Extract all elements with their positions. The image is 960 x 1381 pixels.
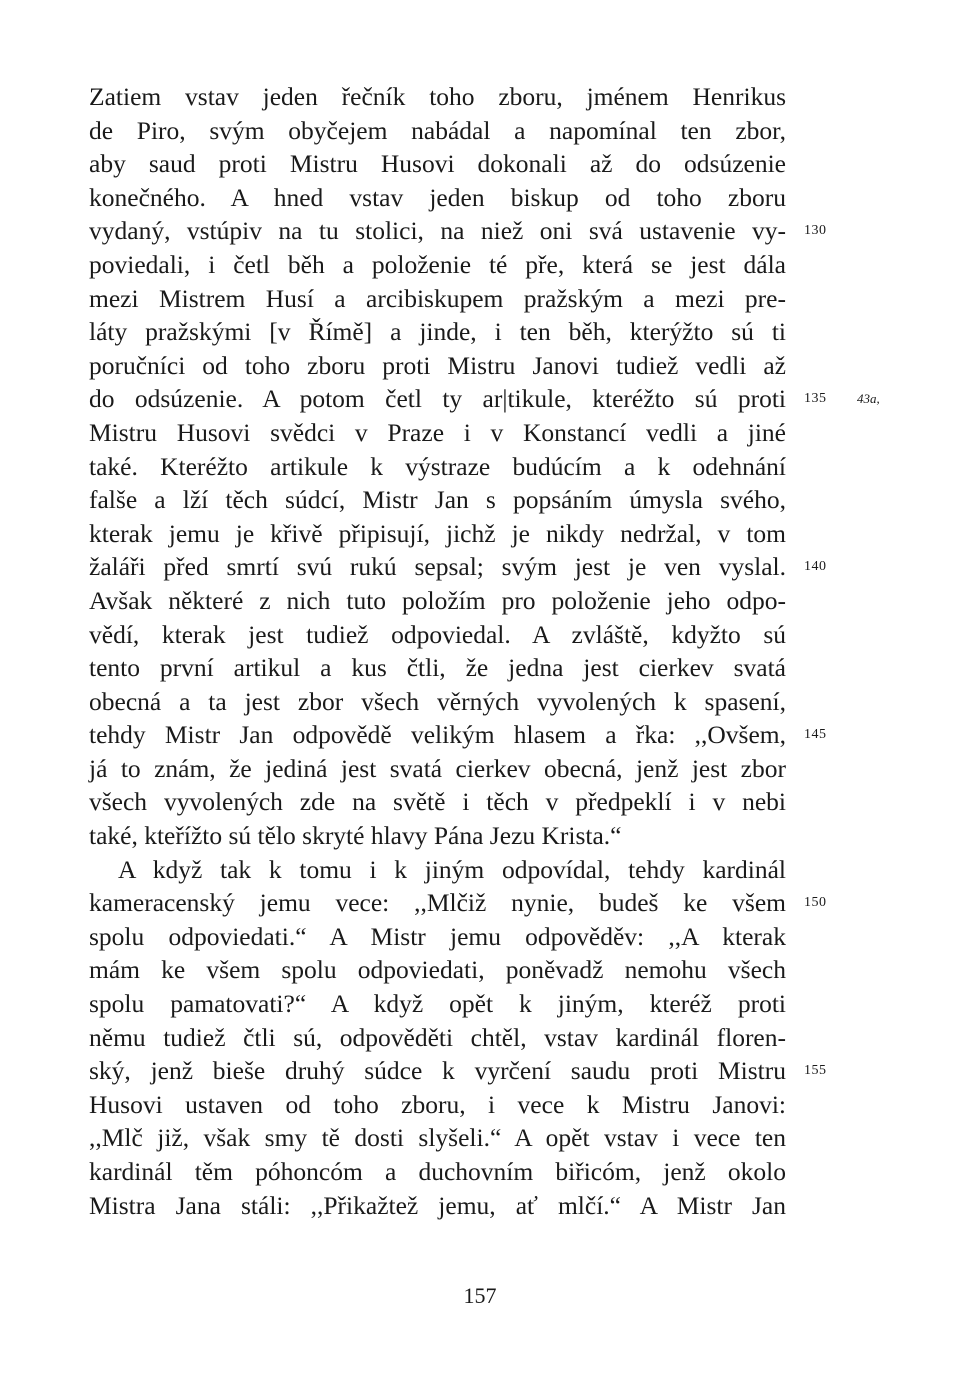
text-line-1-content: Zatiem vstav jeden řečník toho zboru, jménem Henrikus <box>89 82 786 111</box>
text-line-8-content: láty pražskými [v Římě] a jinde, i ten běh, kterýžto sú ti <box>89 317 786 347</box>
text-line-18 <box>89 651 786 685</box>
text-line-16-content: Avšak některé z nich tuto položím pro položenie jeho odpo- <box>89 585 786 615</box>
line-number-135: 135 <box>804 391 827 407</box>
text-line-6-content: poviedali, i četl běh a položenie té pře, která se jest dála <box>89 249 786 279</box>
text-line-12-content: také. Kteréžto artikule k výstraze budúcím a k odehnání <box>89 451 786 481</box>
text-line-12 <box>89 450 786 484</box>
text-line-5 <box>89 214 827 248</box>
text-line-28-content: spolu pamatovati?“ A když opět k jiným, kteréž proti <box>89 989 786 1019</box>
text-line-4 <box>89 181 786 215</box>
text-line-9-content: poručníci od toho zboru proti Mistru Janovi tudiež vedli až <box>89 350 786 380</box>
text-line-27-content: mám ke všem spolu odpoviedati, poněvadž nemohu všech <box>89 955 786 985</box>
text-line-34-content: Mistra Jana stáli: ,,Přikažtež jemu, ať mlčí.“ A Mistr Jan <box>89 1190 786 1220</box>
text-line-24-content: A když tak k tomu i k jiným odpovídal, tehdy kardinál <box>118 854 786 884</box>
text-line-22-content: všech vyvolených zde na světě i těch v předpeklí i v nebi <box>89 787 786 817</box>
text-line-32 <box>89 1121 786 1155</box>
line-number-130: 130 <box>804 223 827 239</box>
text-line-7 <box>89 282 786 316</box>
text-line-28 <box>89 987 786 1021</box>
text-line-15-content: žaláři před smrtí svú rukú sepsal; svým jest je ven vyslal. <box>89 552 786 582</box>
text-line-15 <box>89 550 827 584</box>
text-line-26-content: spolu odpoviedati.“ A Mistr jemu odpověděv: ,,A kterak <box>89 921 786 951</box>
text-line-16 <box>89 584 786 618</box>
text-line-30-content: ský, jenž bieše druhý súdce k vyrčení saudu proti Mistru <box>89 1056 786 1086</box>
text-line-21 <box>89 752 786 786</box>
text-line-3-content: aby saud proti Mistru Husovi dokonali až do odsúzenie <box>89 149 786 179</box>
text-line-5-content: vydaný, vstúpiv na tu stolici, na niež oni svá ustavenie vy- <box>89 216 786 246</box>
text-line-32-content: ,,Mlč již, však smy tě dosti slyšeli.“ A opět vstav i vece ten <box>89 1123 786 1153</box>
text-line-31 <box>89 1088 786 1122</box>
text-line-23-content: také, kteřížto sú tělo skryté hlavy Pána Jezu Krista.“ <box>89 821 622 851</box>
text-line-20 <box>89 718 827 752</box>
text-line-25-content: kameracenský jemu vece: ,,Mlčiž nynie, budeš ke všem <box>89 888 786 918</box>
text-line-33-content: kardinál těm póhoncóm a duchovním biřicóm, jenž okolo <box>89 1157 786 1186</box>
text-line-6 <box>89 248 786 282</box>
line-number-155: 155 <box>804 1063 827 1079</box>
text-line-31-content: Husovi ustaven od toho zboru, i vece k Mistru Janovi: <box>89 1089 786 1119</box>
text-line-27 <box>89 953 786 987</box>
page-number: 157 <box>463 1283 497 1308</box>
text-line-2-content: de Piro, svým obyčejem nabádal a napomínal ten zbor, <box>89 115 786 145</box>
text-line-26 <box>89 920 786 954</box>
text-line-3 <box>89 147 786 181</box>
text-line-21-content: já to znám, že jediná jest svatá cierkev obecná, jenž jest zbor <box>89 753 786 783</box>
text-line-19-content: obecná a ta jest zbor všech věrných vyvolených k spasení, <box>89 686 786 716</box>
text-line-22 <box>89 785 786 819</box>
text-line-23 <box>89 819 786 853</box>
text-line-20-content: tehdy Mistr Jan odpovědě velikým hlasem a řka: ,,Ovšem, <box>89 720 786 750</box>
text-line-17 <box>89 618 786 652</box>
text-line-33 <box>89 1155 786 1189</box>
text-line-19 <box>89 685 786 719</box>
text-line-7-content: mezi Mistrem Husí a arcibiskupem pražským a mezi pre- <box>89 283 786 313</box>
folio-note: 43a, <box>857 391 880 407</box>
text-line-14 <box>89 517 786 551</box>
text-line-24 <box>89 853 786 887</box>
text-line-9 <box>89 349 786 383</box>
line-number-145: 145 <box>804 727 827 743</box>
text-line-1 <box>89 80 786 114</box>
text-line-17-content: vědí, kterak jest tudiež odpoviedal. A zvláště, kdyžto sú <box>89 619 786 649</box>
text-line-30 <box>89 1054 827 1088</box>
line-number-140: 140 <box>804 559 827 575</box>
text-line-4-content: konečného. A hned vstav jeden biskup od toho zboru <box>89 182 786 212</box>
text-line-29 <box>89 1021 786 1055</box>
text-line-8 <box>89 315 786 349</box>
text-line-34 <box>89 1189 786 1223</box>
text-line-25 <box>89 886 827 920</box>
text-line-29-content: němu tudiež čtli sú, odpověděti chtěl, vstav kardinál floren- <box>89 1022 786 1052</box>
text-line-13-content: falše a lží těch súdcí, Mistr Jan s popsáním úmysla svého, <box>89 485 786 515</box>
text-line-14-content: kterak jemu je křivě připisují, jichž je nikdy nedržal, v tom <box>89 518 786 548</box>
line-number-150: 150 <box>804 895 827 911</box>
text-line-10-content: do odsúzenie. A potom četl ty ar|tikule, kteréžto sú proti <box>89 384 786 414</box>
text-line-18-content: tento první artikul a kus čtli, že jedna jest cierkev svatá <box>89 653 786 683</box>
text-line-10 <box>89 382 880 416</box>
text-line-13 <box>89 483 786 517</box>
main-text <box>89 80 880 1222</box>
text-line-11 <box>89 416 786 450</box>
text-line-2 <box>89 114 786 148</box>
text-line-11-content: Mistru Husovi svědci v Praze i v Konstancí vedli a jiné <box>89 417 786 447</box>
